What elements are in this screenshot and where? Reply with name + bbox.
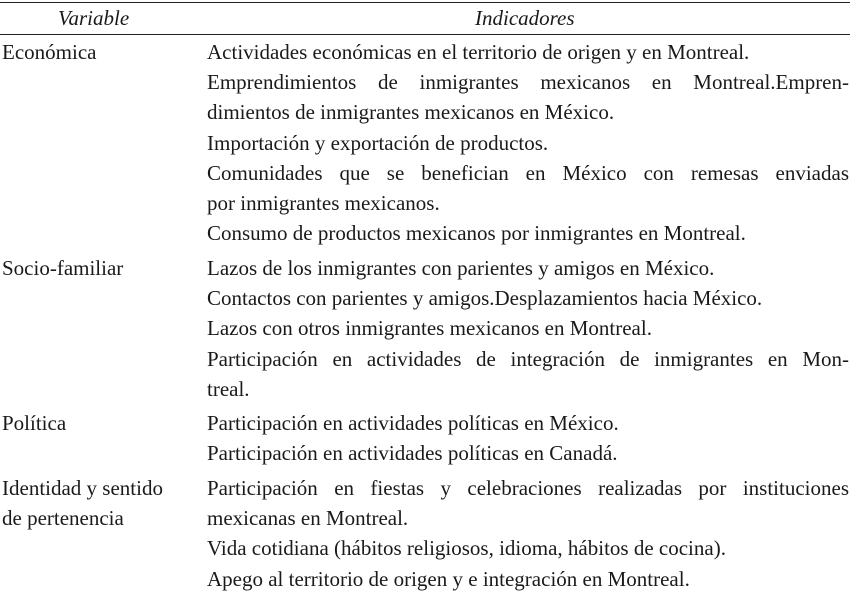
indicator-line: mexicanas en Montreal. [207, 506, 409, 531]
variable-label: Política [2, 411, 67, 435]
indicator-line: dimientos de inmigrantes mexicanos en México. [207, 100, 615, 125]
indicators-cell [207, 253, 849, 404]
indicator-line: Consumo de productos mexicanos por inmigrantes en Montreal. [207, 221, 746, 246]
variable-label: Económica [2, 40, 97, 64]
indicator-line: Lazos con otros inmigrantes mexicanos en Montreal. [207, 316, 652, 341]
variable-cell [2, 473, 198, 533]
variable-cell [2, 408, 198, 438]
variable-label: de pertenencia [2, 506, 124, 530]
indicator-line: por inmigrantes mexicanos. [207, 191, 440, 216]
indicator-line: Actividades económicas en el territorio de origen y en Montreal. [207, 40, 750, 64]
indicator-line: Emprendimientos de inmigrantes mexicanos en Montreal.Empren- [207, 70, 849, 95]
indicator-line: Comunidades que se benefician en México con remesas enviadas [207, 160, 849, 185]
indicator-line: Contactos con parientes y amigos.Desplazamientos hacia México. [207, 286, 763, 311]
indicators-cell [207, 408, 849, 468]
indicator-line: Participación en fiestas y celebraciones realizadas por instituciones [207, 476, 849, 500]
indicator-line: Apego al territorio de origen y e integración en Montreal. [207, 566, 690, 591]
indicator-line: Importación y exportación de productos. [207, 130, 549, 155]
indicator-line: Vida cotidiana (hábitos religiosos, idioma, hábitos de cocina). [207, 536, 726, 561]
indicator-line: Lazos de los inmigrantes con parientes y amigos en México. [207, 256, 715, 280]
header-variable: Variable [58, 6, 130, 30]
indicators-cell [207, 473, 849, 594]
variable-cell [2, 37, 198, 67]
table-header-rule [0, 34, 850, 35]
variable-label: Identidad y sentido [2, 476, 163, 500]
indicator-line: Participación en actividades políticas en México. [207, 411, 619, 435]
indicator-line: treal. [207, 376, 250, 401]
variable-cell [2, 253, 198, 283]
indicators-cell [207, 37, 849, 248]
variable-label: Socio-familiar [2, 256, 124, 280]
header-indicadores: Indicadores [475, 6, 575, 30]
indicator-line: Participación en actividades políticas en Canadá. [207, 441, 618, 466]
indicator-line: Participación en actividades de integración de inmigrantes en Mon- [207, 346, 849, 371]
table-top-rule [0, 2, 850, 3]
